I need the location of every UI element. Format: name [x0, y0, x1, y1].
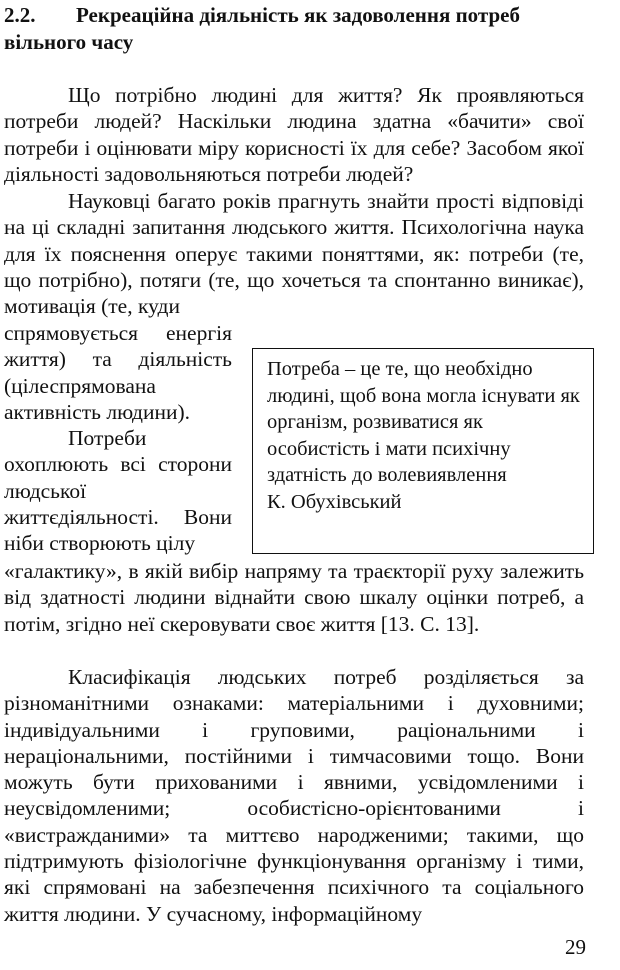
- quote-text: Потреба – це те, що необхідно людині, щоб вона могла існувати як організм, розвиватися як особистість і мати психічну здатність до волевиявлення: [267, 358, 580, 486]
- section-number: 2.2.: [4, 3, 36, 27]
- paragraph-questions: Що потрібно людині для життя? Як проявляються потреби людей? Наскільки людина здатна «бачити» свої потреби і оцінювати міру корисності їх для себе? Засобом якої діяльності задовольняються потреби людей?: [4, 83, 584, 186]
- wrapped-text-column: [4, 320, 232, 557]
- section-title: Рекреаційна діяльність як задоволення потреб вільного часу: [4, 3, 520, 54]
- page-number: 29: [565, 935, 586, 959]
- paragraph-needs-continued: «галактику», в якій вибір напряму та траєкторії руху залежить від здатності людини віднайти свою шкалу оцінки потреб, а потім, згідно неї скеровувати своє життя [13. С. 13].: [4, 559, 584, 636]
- section-heading: [4, 2, 604, 56]
- paragraph-needs-wrap: Потреби охоплюють всі сторони людської життєдіяльності. Вони ніби створюють цілу: [4, 426, 232, 556]
- paragraph-scientists-wrap: спрямовується енергія життя) та діяльність (цілеспрямована активність людини).: [4, 321, 232, 424]
- paragraph-scientists: Науковці багато років прагнуть знайти прості відповіді на ці складні запитання людського життя. Психологічна наука для їх пояснення оперує такими поняттями, як: потреби (те, що потрібно), потяги (те, що хочеться та спонтанно виникає), мотивація (те, куди: [4, 189, 584, 319]
- definition-quote-box: [252, 348, 594, 554]
- quote-author: К. Обухівський: [267, 490, 402, 513]
- paragraph-classification: Класифікація людських потреб розділяється за різноманітними ознаками: матеріальними і духовними; індивідуальними і груповими, раціональними і нераціональними, постійними і тимчасовими тощо. Вони можуть бути прихованими і явними, усвідомленими і неусвідомленими; особистісно-орієнтованими і «вистражданими» та миттєво народженими; такими, що підтримують фізіологічне функціонування організму і тими, які спрямовані на забезпечення психічного та соціального життя людини. У сучасному, інформаційному: [4, 665, 584, 926]
